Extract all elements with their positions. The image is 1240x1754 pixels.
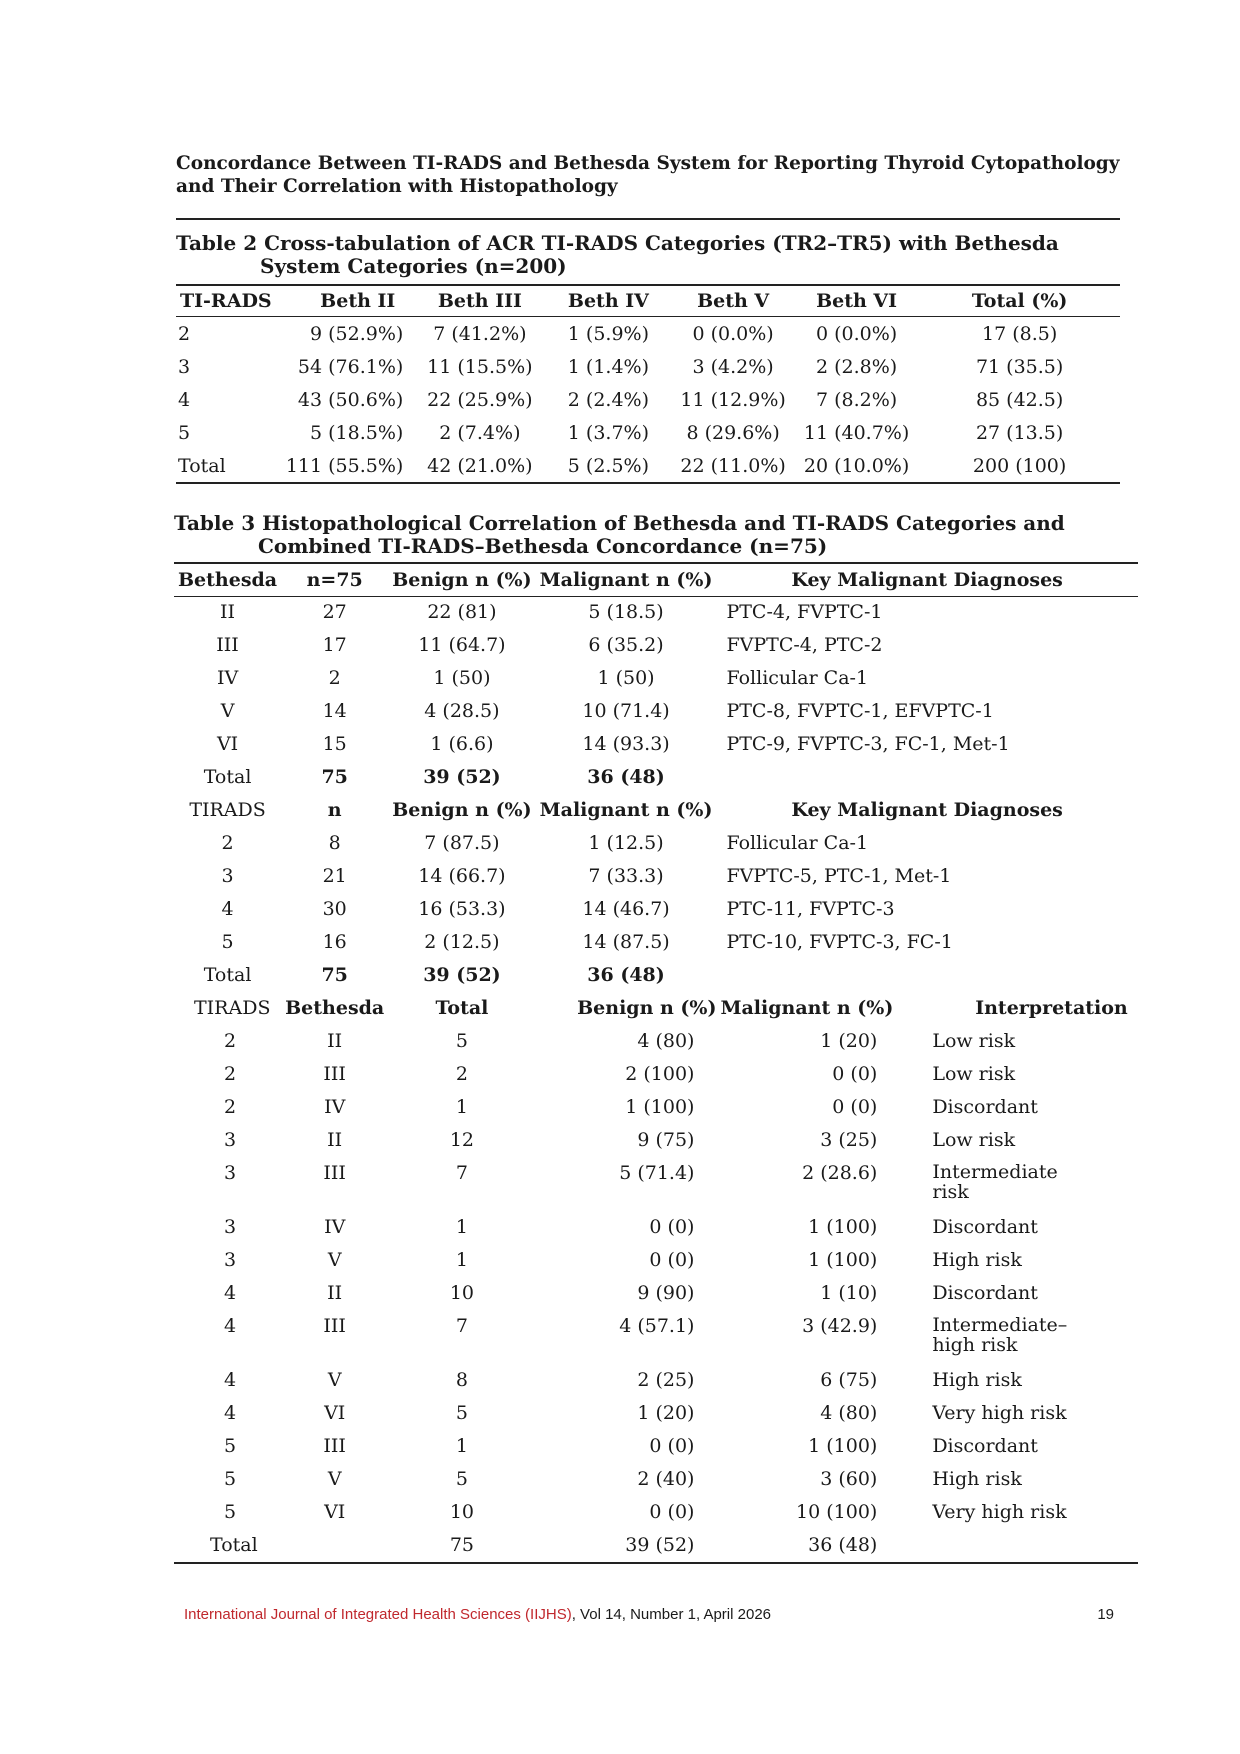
table-row [174, 828, 1138, 861]
table-cell: Low risk [932, 1029, 1016, 1052]
table-cell: Total [203, 765, 252, 788]
table-cell [716, 960, 1137, 993]
table-cell: 11 (12.9%) [680, 388, 786, 411]
table-2-header-cell: Beth II [276, 285, 416, 317]
table-row [174, 696, 1138, 729]
table-cell: 17 [322, 633, 347, 656]
table-cell: III [323, 1161, 346, 1184]
table-cell: Very high risk [932, 1401, 1067, 1424]
table-row [174, 729, 1138, 762]
table-3-header-cell: Malignant n (%) [539, 798, 713, 821]
table-row [174, 1398, 1138, 1431]
table-3-header-cell: Interpretation [975, 996, 1128, 1019]
table-cell: 3 [224, 1248, 237, 1271]
table-cell: PTC-4, FVPTC-1 [726, 601, 883, 623]
table-2-caption: Table 2 Cross-tabulation of ACR TI-RADS Categories (TR2–TR5) with Bethesda System Categories (n=200) [176, 231, 1059, 278]
table-3 [174, 562, 1138, 1564]
table-cell: 5 (18.5) [588, 601, 664, 623]
table-row [174, 1125, 1138, 1158]
table-cell: 0 (0.0%) [815, 322, 898, 345]
table-2-header-cell: Beth V [672, 285, 794, 317]
table-2-header-cell: TI-RADS [176, 285, 276, 317]
table-3-header-cell: TIRADS [194, 996, 271, 1019]
table-cell: 27 (13.5) [975, 421, 1064, 444]
table-3-header-cell: n=75 [281, 563, 388, 597]
table-cell: 12 [449, 1128, 475, 1151]
footer-journal-name: International Journal of Integrated Health Sciences (IIJHS) [184, 1606, 572, 1623]
table-cell: 7 (8.2%) [815, 388, 898, 411]
table-cell: 0 (0) [649, 1215, 695, 1238]
table-cell: 8 [455, 1368, 468, 1391]
table-cell: Total [176, 449, 276, 483]
table-cell: 17 (8.5) [981, 322, 1058, 345]
table-cell: 2 (40) [637, 1467, 695, 1490]
table-cell: 1 (20) [637, 1401, 695, 1424]
table-cell: FVPTC-4, PTC-2 [726, 633, 883, 656]
table-cell: Total [174, 1530, 281, 1563]
table-cell: 4 [178, 388, 191, 411]
table-cell: 39 (52) [536, 1530, 717, 1563]
table-cell: Follicular Ca-1 [726, 831, 869, 854]
table-cell: 22 (25.9%) [427, 388, 533, 411]
table-cell: Discordant [932, 1281, 1038, 1304]
table-cell: 1 (1.4%) [567, 355, 650, 378]
table-cell: 2 (12.5) [424, 930, 500, 953]
table-cell: 4 [224, 1314, 237, 1337]
table-cell: 8 (29.6%) [686, 421, 780, 444]
table-cell: 54 (76.1%) [297, 355, 404, 378]
table-cell: 1 (10) [820, 1281, 878, 1304]
table-cell: 21 [322, 864, 347, 887]
table-cell: 14 (87.5) [582, 930, 670, 953]
table-cell: 1 (100) [808, 1248, 878, 1271]
table-cell: 42 (21.0%) [415, 449, 544, 483]
table-cell: 11 (64.7) [418, 633, 506, 656]
table-cell: 2 [221, 831, 234, 854]
page-number: 19 [1097, 1606, 1114, 1623]
table-cell: 85 (42.5) [975, 388, 1064, 411]
table-cell: 5 [224, 1500, 237, 1523]
table-cell: 3 (25) [820, 1128, 878, 1151]
table-cell: 3 (60) [820, 1467, 878, 1490]
table-cell: 39 (52) [423, 765, 501, 788]
table-cell: FVPTC-5, PTC-1, Met-1 [726, 864, 952, 887]
table-cell: PTC-10, FVPTC-3, FC-1 [726, 930, 953, 953]
table-cell: 4 (80) [820, 1401, 878, 1424]
table-3-header-cell: Benign n (%) [388, 563, 535, 597]
table-cell: V [220, 699, 235, 722]
table-3-header-cell: Total [435, 996, 489, 1019]
table-cell: 5 (71.4) [619, 1161, 695, 1184]
running-header-title: Concordance Between TI-RADS and Bethesda System for Reporting Thyroid Cytopathology and Their Correlation with Histopathology [176, 153, 1120, 197]
table-row [174, 1059, 1138, 1092]
table-2-header-cell: Beth IV [544, 285, 672, 317]
table-cell: 3 (4.2%) [692, 355, 774, 378]
table-cell: 7 (41.2%) [433, 322, 527, 345]
table-cell [281, 1530, 388, 1563]
table-row [174, 1278, 1138, 1311]
table-2-block [176, 218, 1120, 484]
table-cell: 10 (71.4) [582, 699, 670, 722]
table-cell: VI [324, 1500, 346, 1523]
table-cell: 1 (3.7%) [567, 421, 650, 444]
table-cell: 1 (5.9%) [567, 322, 650, 345]
table-3-header-cell: Key Malignant Diagnoses [791, 798, 1063, 821]
table-cell: Intermediate risk [932, 1160, 1058, 1203]
table-cell: 4 [224, 1368, 237, 1391]
table-cell: 71 (35.5) [975, 355, 1064, 378]
table-cell: III [323, 1062, 346, 1085]
table-row [176, 317, 1120, 351]
table-cell: V [327, 1368, 342, 1391]
table-cell: 1 (50) [597, 666, 655, 689]
table-cell: 2 (7.4%) [439, 421, 521, 444]
table-cell: 30 [322, 897, 347, 920]
table-3-header-cell: Malignant n (%) [536, 563, 717, 597]
table-cell: 1 (12.5) [588, 831, 664, 854]
table-cell: High risk [932, 1467, 1022, 1490]
table-cell: 4 [224, 1281, 237, 1304]
table-3-header-cell: Benign n (%) [577, 996, 717, 1019]
table-cell: 5 [224, 1434, 237, 1457]
table-cell: Total [203, 963, 252, 986]
table-row [176, 350, 1120, 383]
table-3-header-cell: TIRADS [189, 798, 266, 821]
table-2-header-row [176, 285, 1120, 317]
table-cell: V [327, 1248, 342, 1271]
table-2-header-cell: Beth VI [794, 285, 919, 317]
table-cell: 1 (100) [808, 1215, 878, 1238]
table-cell: 16 [322, 930, 347, 953]
table-cell: 5 [224, 1467, 237, 1490]
table-cell: Discordant [932, 1095, 1038, 1118]
table-3-header-cell: Key Malignant Diagnoses [716, 563, 1137, 597]
table-cell: 20 (10.0%) [794, 449, 919, 483]
table-3-subheader-row [174, 993, 1138, 1026]
table-cell: 75 [321, 963, 348, 986]
table-cell: 75 [388, 1530, 535, 1563]
table-cell: 10 [449, 1500, 475, 1523]
table-cell: 4 [221, 897, 234, 920]
table-cell: 9 (75) [637, 1128, 695, 1151]
table-cell: 2 [224, 1029, 237, 1052]
table-cell: 2 [328, 666, 341, 689]
table-cell: 0 (0) [649, 1434, 695, 1457]
table-cell: II [220, 601, 236, 623]
table-cell: 7 (87.5) [424, 831, 500, 854]
table-3-header-cell: Bethesda [285, 996, 385, 1019]
table-cell: High risk [932, 1248, 1022, 1271]
table-cell: VI [216, 732, 239, 755]
table-cell: 14 [322, 699, 347, 722]
table-cell: Very high risk [932, 1500, 1067, 1523]
table-cell: 0 (0) [832, 1062, 878, 1085]
table-cell: Low risk [932, 1128, 1016, 1151]
table-row [174, 861, 1138, 894]
table-cell: 11 (40.7%) [803, 421, 910, 444]
table-cell: 3 (42.9) [802, 1314, 878, 1337]
table-row [174, 1026, 1138, 1059]
table-cell: 27 [322, 601, 347, 623]
table-cell [716, 762, 1137, 795]
table-cell: 43 (50.6%) [297, 388, 404, 411]
table-cell: 9 (52.9%) [310, 322, 404, 345]
table-cell: IV [216, 666, 239, 689]
table-cell: II [327, 1029, 343, 1052]
table-cell: 22 (11.0%) [672, 449, 794, 483]
table-cell: 11 (15.5%) [427, 355, 533, 378]
page-footer [184, 1606, 1114, 1623]
table-row [174, 1158, 1138, 1212]
table-cell: Intermediate–high risk [932, 1313, 1068, 1356]
table-cell: 0 (0) [649, 1248, 695, 1271]
table-cell: VI [324, 1401, 346, 1424]
table-cell: 10 [449, 1281, 475, 1304]
table-row [174, 1365, 1138, 1398]
table-3-header-cell: Benign n (%) [392, 798, 532, 821]
table-3-block [174, 511, 1128, 1564]
table-cell: 3 [178, 355, 191, 378]
table-cell: 5 (18.5%) [310, 421, 404, 444]
table-3-subheader-row [174, 795, 1138, 828]
table-cell: V [327, 1467, 342, 1490]
table-cell: 9 (90) [637, 1281, 695, 1304]
table-row [174, 1497, 1138, 1530]
table-cell: 2 [178, 322, 191, 345]
table-cell: 3 [221, 864, 234, 887]
table-row [174, 597, 1138, 630]
table-cell: 7 [455, 1161, 468, 1184]
table-total-row [174, 1530, 1138, 1563]
table-cell: 1 (50) [433, 666, 491, 689]
table-cell: 2 (28.6) [802, 1161, 878, 1184]
table-cell: 5 [221, 930, 234, 953]
table-cell: 5 [178, 421, 191, 444]
table-row [174, 927, 1138, 960]
table-row [174, 663, 1138, 696]
table-cell: 5 [455, 1401, 468, 1424]
table-cell: 16 (53.3) [418, 897, 506, 920]
table-cell: 4 (80) [637, 1029, 695, 1052]
table-total-row [174, 762, 1138, 795]
table-cell: III [323, 1314, 346, 1337]
table-cell: 2 (100) [625, 1062, 695, 1085]
table-cell: 0 (0.0%) [692, 322, 774, 345]
table-cell: 0 (0) [832, 1095, 878, 1118]
table-row [174, 1092, 1138, 1125]
table-cell: III [216, 633, 239, 656]
table-cell: 14 (66.7) [418, 864, 506, 887]
table-cell: 8 [328, 831, 341, 854]
table-cell: II [327, 1281, 343, 1304]
table-cell: IV [324, 1095, 346, 1118]
table-cell: 39 (52) [423, 963, 501, 986]
table-3-header-cell: Malignant n (%) [720, 996, 894, 1019]
table-cell: 2 (2.8%) [815, 355, 898, 378]
table-cell: PTC-8, FVPTC-1, EFVPTC-1 [726, 699, 994, 722]
table-cell: 6 (75) [820, 1368, 878, 1391]
table-cell: 1 [455, 1215, 468, 1238]
table-cell: 3 [224, 1161, 237, 1184]
table-row [174, 1245, 1138, 1278]
table-cell: 15 [322, 732, 347, 755]
footer-issue-info: , Vol 14, Number 1, April 2026 [571, 1606, 772, 1623]
table-cell: 22 (81) [427, 601, 497, 623]
table-3-caption: Table 3 Histopathological Correlation of Bethesda and TI-RADS Categories and Combined TI-RADS–Bethesda Concordance (n=75) [174, 511, 1065, 558]
table-cell: 111 (55.5%) [276, 449, 416, 483]
table-2-header-cell: Total (%) [919, 285, 1120, 317]
table-cell: IV [324, 1215, 346, 1238]
table-cell: 200 (100) [919, 449, 1120, 483]
table-row [174, 1464, 1138, 1497]
table-cell: 14 (46.7) [582, 897, 670, 920]
table-cell: 2 (2.4%) [567, 388, 650, 411]
table-row [174, 630, 1138, 663]
table-cell: 1 (20) [820, 1029, 878, 1052]
table-2-header-cell: Beth III [415, 285, 544, 317]
table-cell: 5 (2.5%) [544, 449, 672, 483]
table-cell: 2 [224, 1095, 237, 1118]
table-cell: Follicular Ca-1 [726, 666, 869, 689]
table-cell: Low risk [932, 1062, 1016, 1085]
table-cell: Discordant [932, 1215, 1038, 1238]
table-3-header-row [174, 563, 1138, 597]
table-cell: 3 [224, 1215, 237, 1238]
table-row [176, 383, 1120, 416]
table-3-header-cell: n [327, 798, 342, 821]
table-cell: Discordant [932, 1434, 1038, 1457]
table-row [174, 1431, 1138, 1464]
table-cell: 7 (33.3) [588, 864, 664, 887]
table-cell: 1 (100) [625, 1095, 695, 1118]
table-cell: 2 [455, 1062, 468, 1085]
table-row [174, 1311, 1138, 1365]
table-row [174, 1212, 1138, 1245]
table-cell: 36 (48) [716, 1530, 897, 1563]
table-cell: 1 [455, 1248, 468, 1271]
table-row [176, 416, 1120, 449]
table-cell: 75 [321, 765, 348, 788]
table-cell: 4 (28.5) [424, 699, 500, 722]
table-cell: 1 (6.6) [430, 732, 494, 755]
table-3-header-cell: Bethesda [174, 563, 281, 597]
table-cell: 10 (100) [796, 1500, 878, 1523]
table-total-row [174, 960, 1138, 993]
table-cell: 2 [224, 1062, 237, 1085]
table-total-row [176, 449, 1120, 483]
table-cell: PTC-9, FVPTC-3, FC-1, Met-1 [726, 732, 1010, 755]
table-cell: 14 (93.3) [582, 732, 670, 755]
table-cell: 1 [455, 1095, 468, 1118]
table-cell: 36 (48) [587, 963, 665, 986]
table-cell: 3 [224, 1128, 237, 1151]
table-cell: III [323, 1434, 346, 1457]
table-cell: 2 (25) [637, 1368, 695, 1391]
table-cell: 1 [455, 1434, 468, 1457]
table-cell: 6 (35.2) [588, 633, 664, 656]
table-cell: High risk [932, 1368, 1022, 1391]
table-row [174, 894, 1138, 927]
table-cell: PTC-11, FVPTC-3 [726, 897, 895, 920]
table-cell: 5 [455, 1467, 468, 1490]
table-cell: 4 (57.1) [619, 1314, 695, 1337]
table-cell [897, 1530, 1137, 1563]
table-cell: II [327, 1128, 343, 1151]
table-2 [176, 284, 1120, 484]
table-cell: 36 (48) [587, 765, 665, 788]
table-cell: 5 [455, 1029, 468, 1052]
table-cell: 4 [224, 1401, 237, 1424]
table-cell: 7 [455, 1314, 468, 1337]
table-cell: 1 (100) [808, 1434, 878, 1457]
table-cell: 0 (0) [649, 1500, 695, 1523]
